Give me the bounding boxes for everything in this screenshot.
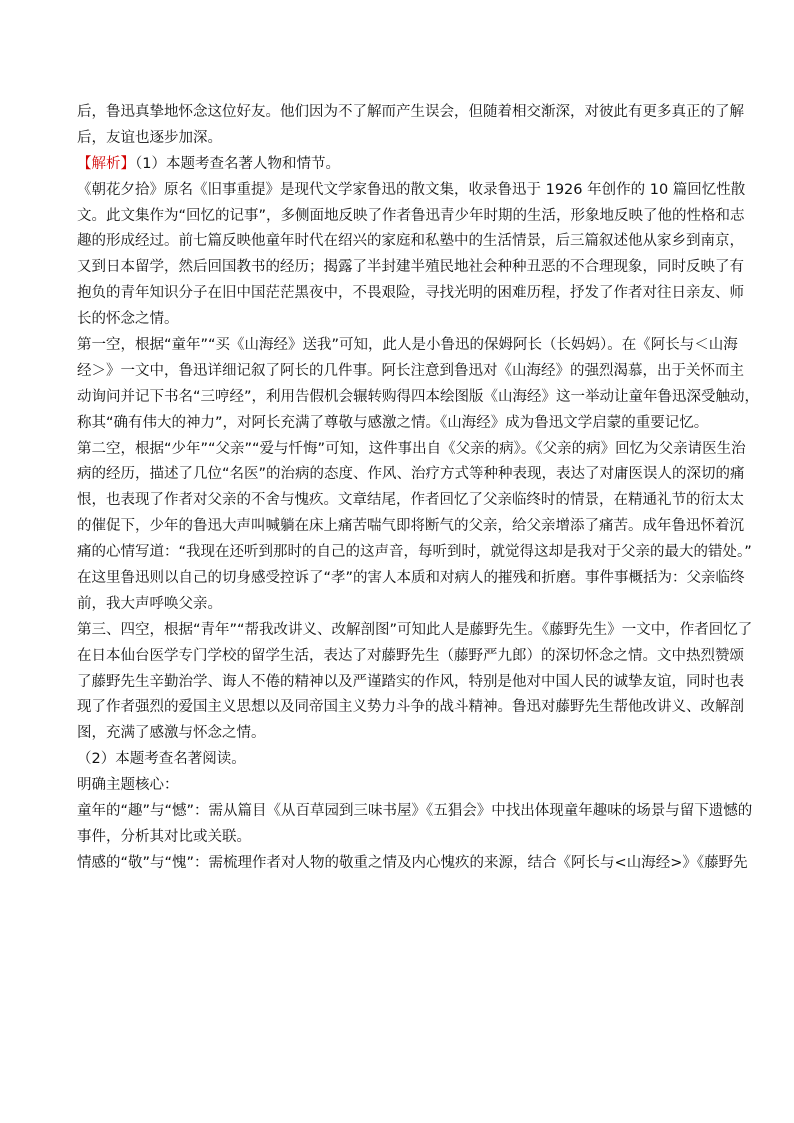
text-line: 后，鲁迅真挚地怀念这位好友。他们因为不了解而产生误会，但随着相交渐深，对彼此有更多真正的了解: [77, 104, 744, 120]
text-line: 第一空，根据“童年”“买《山海经》送我”可知，此人是小鲁迅的保姆阿长（长妈妈）。在《阿长与＜山海: [77, 337, 738, 354]
text-line: 明确主题核心：: [77, 777, 179, 794]
text-line: 了藤野先生辛勤治学、诲人不倦的精神以及严谨踏实的作风，特别是他对中国人民的诚挚友谊，同时也表: [77, 673, 744, 690]
document-body: [77, 100, 760, 877]
text-line: 后，友谊也逐步加深。: [77, 129, 222, 146]
text-line: 第三、四空，根据“青年”“帮我改讲义、改解剖图”可知此人是藤野先生。《藤野先生》一文中，作者回忆了: [77, 621, 753, 638]
text-line: 病的经历，描述了几位“名医”的治病的态度、作风、治疗方式等种种表现，表达了对庸医误人的深切的痛: [77, 466, 745, 483]
text-line: 抱负的青年知识分子在旧中国茫茫黑夜中，不畏艰险，寻找光明的困难历程，抒发了作者对往日亲友、师: [77, 285, 744, 302]
text-line: 在日本仙台医学专门学校的留学生活，表达了对藤野先生（藤野严九郎）的深切怀念之情。文中热烈赞颂: [77, 647, 744, 664]
text-line: 恨，也表现了作者对父亲的不舍与愧疚。文章结尾，作者回忆了父亲临终时的情景，在精通礼节的衍太太: [77, 492, 744, 509]
text-line: 经＞》一文中，鲁迅详细记叙了阿长的几件事。阿长注意到鲁迅对《山海经》的强烈渴慕，出于关怀而主: [77, 362, 744, 379]
text-line: 童年的“趣”与“憾”：需从篇目《从百草园到三味书屋》《五猖会》中找出体现童年趣味的场景与留下遗憾的: [77, 803, 753, 820]
text-line: 称其“确有伟大的神力”，对阿长充满了尊敬与感激之情。《山海经》成为鲁迅文学启蒙的重要记忆。: [77, 414, 709, 431]
analysis-tag: 【解析】: [77, 155, 135, 172]
text-line: 现了作者强烈的爱国主义思想以及同帝国主义势力斗争的战斗精神。鲁迅对藤野先生帮他改讲义、改解剖: [77, 699, 744, 716]
text-line: 前，我大声呼唤父亲。: [77, 595, 222, 612]
text-line: 的催促下，少年的鲁迅大声叫喊躺在床上痛苦喘气即将断气的父亲，给父亲增添了痛苦。成年鲁迅怀着沉: [77, 518, 744, 535]
text-line: 趣的形成经过。前七篇反映他童年时代在绍兴的家庭和私塾中的生活情景，后三篇叙述他从家乡到南京，: [77, 233, 744, 250]
text-line: 动询问并记下书名“三哼经”，利用告假机会辗转购得四本绘图版《山海经》这一举动让童年鲁迅深受触动，: [77, 388, 760, 405]
text-line: 长的怀念之情。: [77, 311, 179, 328]
text-line: 第二空，根据“少年”“父亲”“爱与忏悔”可知，这件事出自《父亲的病》。《父亲的病》回忆为父亲请医生治: [77, 440, 746, 457]
analysis-heading-line: [77, 152, 717, 178]
text-line: 又到日本留学，然后回国教书的经历；揭露了半封建半殖民地社会种种丑恶的不合理现象，同时反映了有: [77, 259, 744, 276]
text-line: 在这里鲁迅则以自己的切身感受控诉了“孝”的害人本质和对病人的摧残和折磨。事件事概括为：父亲临终: [77, 570, 745, 587]
text-line: 事件，分析其对比或关联。: [77, 828, 251, 845]
text-line: 文。此文集作为“回忆的记事”，多侧面地反映了作者鲁迅青少年时期的生活，形象地反映了他的性格和志: [77, 207, 745, 224]
text-line: 情感的“敬”与“愧”：需梳理作者对人物的敬重之情及内心愧疚的来源，结合《阿长与<山海经>》《藤野先: [77, 854, 748, 871]
text-line: 《朝花夕拾》原名《旧事重提》是现代文学家鲁迅的散文集，收录鲁迅于 1926 年创作的 10 篇回忆性散: [77, 181, 746, 198]
analysis-heading-text: （1）本题考查名著人物和情节。: [135, 155, 340, 172]
text-line: 痛的心情写道：“我现在还听到那时的自己的这声音，每听到时，就觉得这却是我对于父亲的最大的错处。”: [77, 544, 752, 561]
text-line: （2）本题考查名著阅读。: [77, 751, 246, 768]
text-line: 图，充满了感激与怀念之情。: [77, 725, 266, 742]
